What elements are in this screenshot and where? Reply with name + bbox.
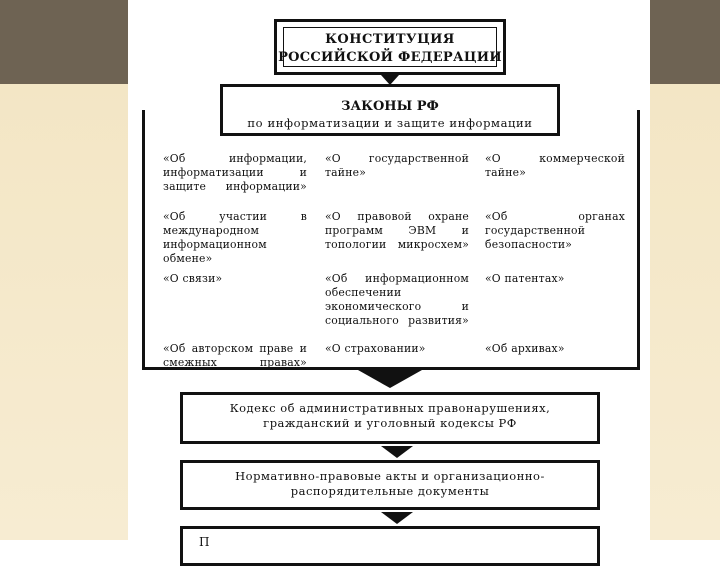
next-text: П	[199, 535, 210, 549]
background-left	[0, 0, 128, 540]
law-text: «Об информационном обеспечении экономического и социального развития»	[325, 272, 469, 327]
law-text: «Об органах государственной безопасности»	[485, 210, 625, 251]
law-cell	[485, 272, 625, 286]
law-cell	[163, 210, 307, 266]
laws-box	[220, 84, 560, 136]
law-text: «О страховании»	[325, 342, 426, 355]
law-text: «Об авторском праве и смежных правах»	[163, 342, 307, 369]
acts-box	[180, 460, 600, 510]
acts-line2: распорядительные документы	[290, 484, 490, 498]
law-cell	[325, 210, 469, 252]
constitution-box	[274, 19, 506, 75]
law-text: «О связи»	[163, 272, 223, 285]
codex-text	[183, 401, 597, 431]
constitution-line2: РОССИЙСКОЙ ФЕДЕРАЦИИ	[278, 50, 502, 65]
law-text: «О патентах»	[485, 272, 565, 285]
law-text: «О правовой охране программ ЭВМ и топологии микросхем»	[325, 210, 469, 251]
law-text: «Об участии в международном информационном обмене»	[163, 210, 307, 265]
law-cell	[163, 272, 307, 286]
law-cell	[485, 152, 625, 180]
diagram-sheet	[128, 14, 650, 549]
laws-title: ЗАКОНЫ РФ	[341, 99, 439, 114]
law-cell	[325, 152, 469, 180]
law-text: «О государственной тайне»	[325, 152, 469, 179]
law-cell	[163, 342, 307, 370]
law-cell	[325, 342, 469, 356]
constitution-line1: КОНСТИТУЦИЯ	[325, 32, 455, 47]
law-cell	[485, 342, 625, 356]
law-cell	[325, 272, 469, 328]
arrow-acts-to-next	[381, 512, 413, 524]
law-text: «Об информации, информатизации и защите информации»	[163, 152, 307, 193]
arrow-laws-to-codex	[358, 370, 422, 388]
background-right	[650, 0, 720, 540]
codex-box	[180, 392, 600, 444]
law-text: «О коммерческой тайне»	[485, 152, 625, 179]
laws-subtitle: по информатизации и защите информации	[247, 116, 533, 130]
law-cell	[485, 210, 625, 252]
acts-line1: Нормативно-правовые акты и организационно-	[235, 469, 545, 483]
law-cell	[163, 152, 307, 194]
next-box	[180, 526, 600, 566]
arrow-codex-to-acts	[381, 446, 413, 458]
codex-line2: гражданский и уголовный кодексы РФ	[263, 416, 517, 430]
laws-table	[142, 110, 640, 370]
law-text: «Об архивах»	[485, 342, 565, 355]
acts-text	[183, 469, 597, 499]
codex-line1: Кодекс об административных правонарушениях,	[229, 401, 551, 415]
